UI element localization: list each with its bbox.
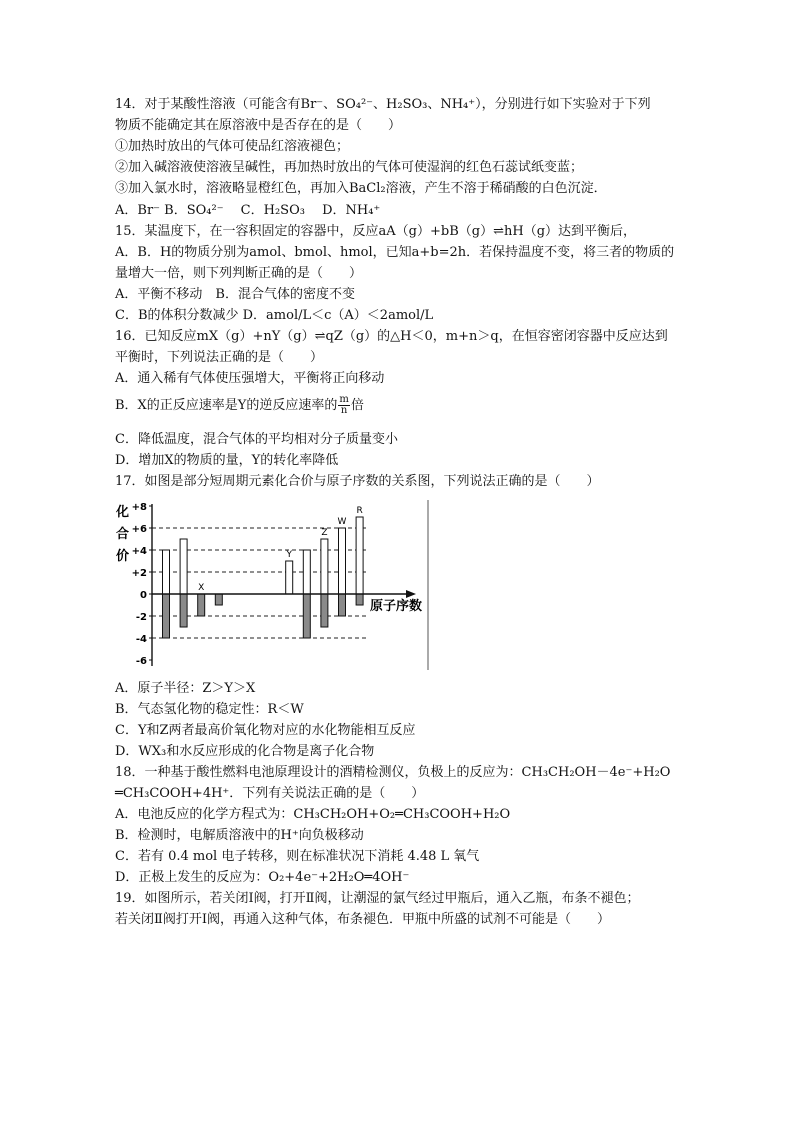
y-tick-label: +6 xyxy=(131,524,147,535)
q16-option-b-suffix: 倍 xyxy=(350,398,364,413)
q14-condition-3: ③加入氯水时，溶液略显橙红色，再加入BaCl₂溶液，产生不溶于稀硝酸的白色沉淀． xyxy=(115,181,607,196)
negative-valence-bar xyxy=(180,594,187,627)
fraction-denominator: n xyxy=(340,405,348,416)
positive-valence-bar xyxy=(356,517,363,594)
q19-stem-line2: 若关闭Ⅱ阀打开Ⅰ阀，再通入这种气体，布条褪色．甲瓶中所盛的试剂不可能是（ ） xyxy=(115,912,610,927)
q16-option-b-text: B．X的正反应速率是Y的逆反应速率的 xyxy=(115,398,338,413)
negative-valence-bar xyxy=(215,594,222,605)
y-tick-label: +4 xyxy=(131,546,147,557)
y-tick-label: 0 xyxy=(140,590,147,601)
positive-valence-bar xyxy=(180,539,187,594)
q14-options: A．Br⁻ B．SO₄²⁻ C．H₂SO₃ D．NH₄⁺ xyxy=(115,203,381,218)
y-tick-label: -2 xyxy=(135,612,147,623)
element-label-x: X xyxy=(198,583,205,593)
q18-option-a: A．电池反应的化学方程式为：CH₃CH₂OH+O₂═CH₃COOH+H₂O xyxy=(115,807,511,822)
q14-stem-line2: 物质不能确定其在原溶液中是否存在的是（ ） xyxy=(115,118,402,133)
negative-valence-bar xyxy=(303,594,310,638)
positive-valence-bar xyxy=(339,528,346,594)
x-axis-label: 原子序数 xyxy=(370,599,423,614)
q15-stem-line1: 15．某温度下，在一容积固定的容器中，反应aA（g）+bB（g）⇌hH（g）达到平衡后， xyxy=(115,224,637,239)
y-tick-label: -4 xyxy=(135,634,147,645)
y-axis-label-char: 化 xyxy=(116,505,130,520)
q18-option-c: C．若有 0.4 mol 电子转移，则在标准状况下消耗 4.48 L 氧气 xyxy=(115,849,480,864)
q16-option-c: C．降低温度，混合气体的平均相对分子质量变小 xyxy=(115,432,398,447)
element-label-w: W xyxy=(337,517,347,527)
positive-valence-bar xyxy=(163,550,170,594)
q15-options-cd: C．B的体积分数减少 D．amol/L＜c（A）＜2amol/L xyxy=(115,308,434,323)
positive-valence-bar xyxy=(303,550,310,594)
y-axis-label-char: 合 xyxy=(116,527,130,542)
positive-valence-bar xyxy=(286,561,293,594)
q16-stem-line2: 平衡时，下列说法正确的是（ ） xyxy=(115,350,324,365)
q17-stem: 17．如图是部分短周期元素化合价与原子序数的关系图，下列说法正确的是（ ） xyxy=(115,474,600,489)
y-tick-label: +8 xyxy=(131,502,147,513)
q15-stem-line3: 量增大一倍，则下列判断正确的是（ ） xyxy=(115,266,363,281)
element-label-r: R xyxy=(356,506,363,516)
q16-stem-line1: 16．已知反应mX（g）+nY（g）⇌qZ（g）的△H＜0，m+n＞q，在恒容密闭容器中反应达到 xyxy=(115,329,668,344)
q14-condition-1: ①加热时放出的气体可使品红溶液褪色； xyxy=(115,139,350,154)
negative-valence-bar xyxy=(356,594,363,605)
element-label-z: Z xyxy=(321,528,328,538)
q18-option-b: B．检测时，电解质溶液中的H⁺向负极移动 xyxy=(115,828,364,843)
valence-chart xyxy=(112,498,432,670)
y-axis-label-char: 价 xyxy=(116,549,130,564)
q14-condition-2: ②加入碱溶液使溶液呈碱性，再加热时放出的气体可使湿润的红色石蕊试纸变蓝； xyxy=(115,160,584,175)
negative-valence-bar xyxy=(339,594,346,616)
q15-stem-line2: A．B．H的物质分别为amol、bmol、hmol，已知a+b=2h．若保持温度不变，将三者的物质的 xyxy=(115,245,675,260)
q18-stem-line2: ═CH₃COOH+4H⁺．下列有关说法正确的是（ ） xyxy=(115,786,425,801)
q17-option-a: A．原子半径：Z＞Y＞X xyxy=(115,681,256,696)
q18-option-d: D．正极上发生的反应为：O₂+4e⁻+2H₂O═4OH⁻ xyxy=(115,870,410,885)
q19-stem-line1: 19．如图所示，若关闭Ⅰ阀，打开Ⅱ阀，让潮湿的氯气经过甲瓶后，通入乙瓶，布条不褪色； xyxy=(115,891,640,906)
fraction-m-over-n xyxy=(338,395,349,416)
positive-valence-bar xyxy=(321,539,328,594)
q17-option-b: B．气态氢化物的稳定性：R＜W xyxy=(115,702,304,717)
q17-option-c: C．Y和Z两者最高价氧化物对应的水化物能相互反应 xyxy=(115,723,416,738)
x-axis-arrow-icon xyxy=(406,590,416,598)
y-tick-label: +2 xyxy=(131,568,147,579)
q17-option-d: D．WX₃和水反应形成的化合物是离子化合物 xyxy=(115,744,375,759)
q16-option-d: D．增加X的物质的量，Y的转化率降低 xyxy=(115,453,339,468)
negative-valence-bar xyxy=(163,594,170,638)
q18-stem-line1: 18．一种基于酸性燃料电池原理设计的酒精检测仪，负极上的反应为：CH₃CH₂OH－4e⁻+H₂O xyxy=(115,765,671,780)
q16-option-a: A．通入稀有气体使压强增大，平衡将正向移动 xyxy=(115,371,385,386)
negative-valence-bar xyxy=(321,594,328,627)
element-label-y: Y xyxy=(286,550,292,560)
q16-option-b xyxy=(115,395,364,416)
q15-options-ab: A．平衡不移动 B．混合气体的密度不变 xyxy=(115,287,355,302)
negative-valence-bar xyxy=(198,594,205,616)
y-tick-label: -6 xyxy=(135,656,147,667)
fraction-numerator: m xyxy=(339,394,349,405)
q14-stem-line1: 14．对于某酸性溶液（可能含有Br⁻、SO₄²⁻、H₂SO₃、NH₄⁺），分别进行如下实验对于下列 xyxy=(115,97,651,112)
